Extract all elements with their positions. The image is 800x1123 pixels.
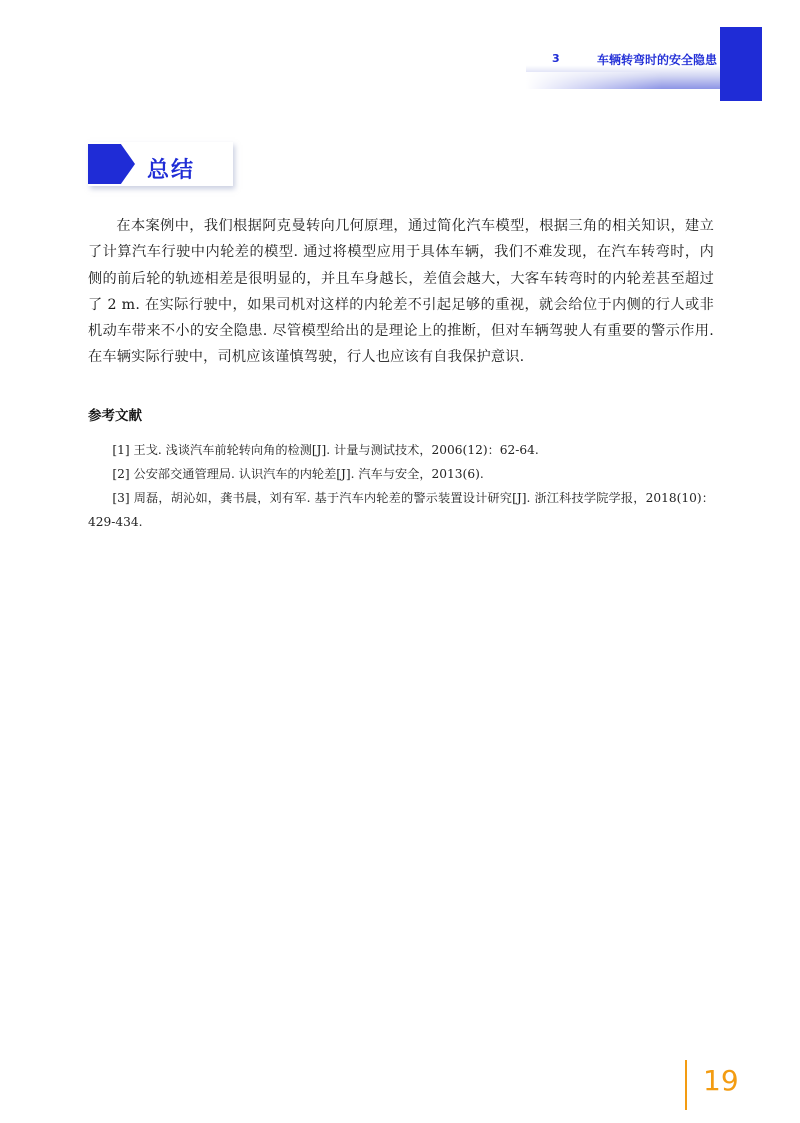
reference-list <box>88 438 714 534</box>
section-title: 总结 <box>147 158 196 183</box>
chapter-number: 3 <box>552 52 560 65</box>
reference-item: [2] 公安部交通管理局. 认识汽车的内轮差[J]. 汽车与安全，2013(6). <box>112 467 484 481</box>
references-heading: 参考文献 <box>88 408 142 424</box>
reference-item: [3] 周磊，胡沁如，龚书晨，刘有军. 基于汽车内轮差的警示装置设计研究[J]. 浙江科技学院学报，2018(10)：429-434. <box>88 491 714 529</box>
reference-item: [1] 王戈. 浅谈汽车前轮转向角的检测[J]. 计量与测试技术，2006(12)：62-64. <box>112 443 539 457</box>
page-number: 19 <box>703 1064 739 1097</box>
header-accent-block <box>720 27 762 101</box>
page-number-divider <box>685 1060 687 1110</box>
header-banner-fade <box>526 72 720 92</box>
chapter-title: 车辆转弯时的安全隐患 <box>597 53 718 67</box>
summary-paragraph: 在本案例中，我们根据阿克曼转向几何原理，通过简化汽车模型，根据三角的相关知识，建立了计算汽车行驶中内轮差的模型. 通过将模型应用于具体车辆，我们不难发现，在汽车转弯时，内侧的前后轮的轨迹相差是很明显的，并且车身越长，差值会越大，大客车转弯时的内轮差甚至超过了 2 m. 在实际行驶中，如果司机对这样的内轮差不引起足够的重视，就会给位于内侧的行人或非机动车带来不小的安全隐患. 尽管模型给出的是理论上的推断，但对车辆驾驶人有重要的警示作用. 在车辆实际行驶中，司机应该谨慎驾驶，行人也应该有自我保护意识. <box>88 218 714 366</box>
